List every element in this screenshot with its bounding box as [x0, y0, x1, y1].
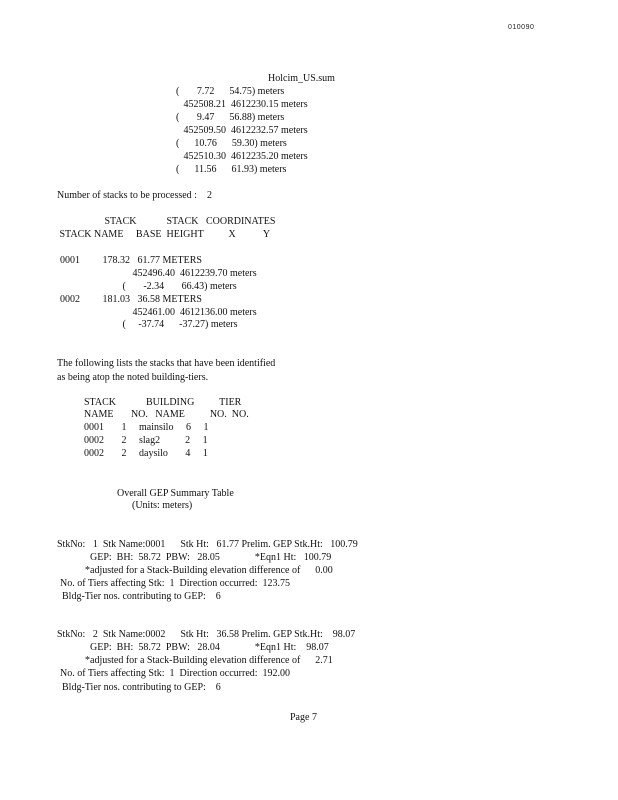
- stack-table-row: 452496.40 4612239.70 meters: [60, 268, 257, 279]
- stack-table-row: 0001 178.32 61.77 METERS: [60, 255, 202, 266]
- stack-summary-line: StkNo: 1 Stk Name:0001 Stk Ht: 61.77 Prelim. GEP Stk.Ht: 100.79: [57, 539, 358, 550]
- coord-line: 452510.30 4612235.20 meters: [176, 151, 308, 162]
- summary-units: (Units: meters): [132, 500, 193, 511]
- stack-table-header: STACK NAME BASE HEIGHT X Y: [57, 229, 271, 240]
- coord-line: ( 7.72 54.75) meters: [176, 86, 285, 97]
- stack-table-row: ( -37.74 -37.27) meters: [60, 319, 238, 330]
- stack-table-row: 452461.00 4612136.00 meters: [60, 307, 257, 318]
- stacks-count: Number of stacks to be processed : 2: [57, 190, 212, 201]
- tier-table-header: NAME NO. NAME NO. NO.: [84, 409, 249, 420]
- coord-line: ( 10.76 59.30) meters: [176, 138, 287, 149]
- stack-summary-line: Bldg-Tier nos. contributing to GEP: 6: [62, 682, 221, 693]
- tiers-intro: as being atop the noted building-tiers.: [57, 372, 209, 383]
- tier-table-row: 0002 2 daysilo 4 1: [84, 448, 208, 459]
- page-number: Page 7: [290, 712, 317, 723]
- stack-summary-line: No. of Tiers affecting Stk: 1 Direction occurred: 192.00: [60, 668, 291, 679]
- stack-summary-line: Bldg-Tier nos. contributing to GEP: 6: [62, 591, 221, 602]
- stack-summary-line: GEP: BH: 58.72 PBW: 28.04 *Eqn1 Ht: 98.07: [90, 642, 329, 653]
- tier-table-header: STACK BUILDING TIER: [84, 397, 242, 408]
- file-name: Holcim_US.sum: [268, 73, 335, 84]
- tiers-intro: The following lists the stacks that have been identified: [57, 358, 276, 369]
- coord-line: ( 11.56 61.93) meters: [176, 164, 287, 175]
- stack-table-row: 0002 181.03 36.58 METERS: [60, 294, 202, 305]
- stack-table-row: ( -2.34 66.43) meters: [60, 281, 237, 292]
- stack-summary-line: GEP: BH: 58.72 PBW: 28.05 *Eqn1 Ht: 100.79: [90, 552, 332, 563]
- tier-table-row: 0001 1 mainsilo 6 1: [84, 422, 209, 433]
- tier-table-row: 0002 2 slag2 2 1: [84, 435, 208, 446]
- coord-line: 452508.21 4612230.15 meters: [176, 99, 308, 110]
- document-stamp: 010090: [508, 24, 535, 31]
- stack-summary-line: No. of Tiers affecting Stk: 1 Direction occurred: 123.75: [60, 578, 291, 589]
- summary-title: Overall GEP Summary Table: [117, 488, 234, 499]
- stack-summary-line: *adjusted for a Stack-Building elevation difference of 2.71: [85, 655, 333, 666]
- stack-table-header: STACK STACK COORDINATES: [57, 216, 276, 227]
- coord-line: ( 9.47 56.88) meters: [176, 112, 285, 123]
- stack-summary-line: StkNo: 2 Stk Name:0002 Stk Ht: 36.58 Prelim. GEP Stk.Ht: 98.07: [57, 629, 356, 640]
- stack-summary-line: *adjusted for a Stack-Building elevation difference of 0.00: [85, 565, 333, 576]
- coord-line: 452509.50 4612232.57 meters: [176, 125, 308, 136]
